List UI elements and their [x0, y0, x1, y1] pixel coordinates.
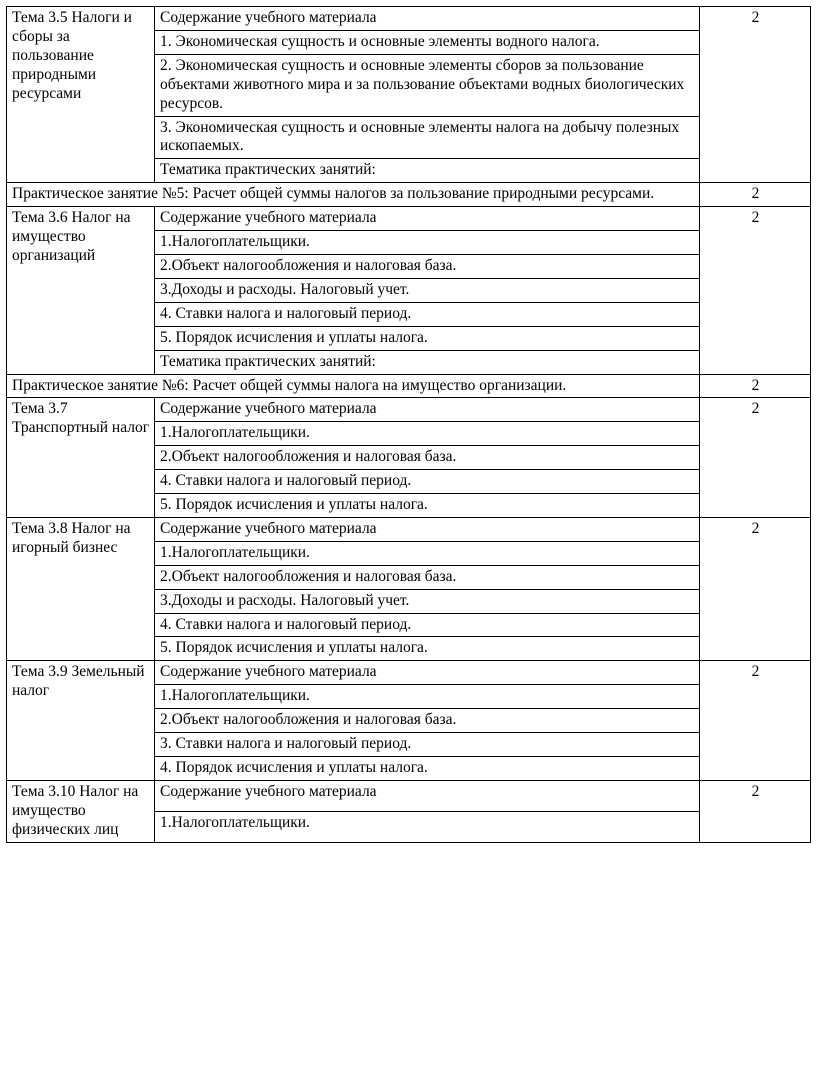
- table-row: [7, 661, 811, 685]
- content-item-3-9-2: 2.Объект налогообложения и налоговая база.: [155, 709, 700, 733]
- content-item-3-5-2: 2. Экономическая сущность и основные элементы сборов за пользование объектами животного мира и за пользование объектами водных биологических ресурсов.: [155, 54, 700, 116]
- content-item-3-7-3: 4. Ставки налога и налоговый период.: [155, 470, 700, 494]
- theme-cell-3-8: Тема 3.8 Налог на игорный бизнес: [7, 517, 155, 660]
- content-header-3-8: Содержание учебного материала: [155, 517, 700, 541]
- table-row: [7, 207, 811, 231]
- theme-cell-3-9: Тема 3.9 Земельный налог: [7, 661, 155, 781]
- content-item-3-8-3: 3.Доходы и расходы. Налоговый учет.: [155, 589, 700, 613]
- content-header-3-6: Содержание учебного материала: [155, 207, 700, 231]
- table-row: [7, 398, 811, 422]
- theme-cell-3-5: Тема 3.5 Налоги и сборы за пользование природными ресурсами: [7, 7, 155, 183]
- hours-cell-practical-6: 2: [700, 374, 811, 398]
- content-item-3-7-2: 2.Объект налогообложения и налоговая база.: [155, 446, 700, 470]
- hours-cell-3-8: 2: [700, 517, 811, 660]
- table-row: [7, 7, 811, 31]
- hours-cell-3-9: 2: [700, 661, 811, 781]
- content-item-3-9-4: 4. Порядок исчисления и уплаты налога.: [155, 757, 700, 781]
- curriculum-table: [6, 6, 811, 843]
- content-item-3-7-1: 1.Налогоплательщики.: [155, 422, 700, 446]
- table-row: [7, 517, 811, 541]
- table-row: [7, 183, 811, 207]
- theme-cell-3-7: Тема 3.7 Транспортный налог: [7, 398, 155, 518]
- theme-cell-3-10: Тема 3.10 Налог на имущество физических лиц: [7, 780, 155, 842]
- hours-cell-practical-5: 2: [700, 183, 811, 207]
- content-header-3-9: Содержание учебного материала: [155, 661, 700, 685]
- hours-cell-3-7: 2: [700, 398, 811, 518]
- content-header-3-10: Содержание учебного материала: [155, 780, 700, 811]
- content-item-3-8-1: 1.Налогоплательщики.: [155, 541, 700, 565]
- practical-header-3-6: Тематика практических занятий:: [155, 350, 700, 374]
- practical-lesson-6: Практическое занятие №6: Расчет общей суммы налога на имущество организации.: [7, 374, 700, 398]
- content-header-3-7: Содержание учебного материала: [155, 398, 700, 422]
- content-item-3-10-1: 1.Налогоплательщики.: [155, 811, 700, 842]
- table-row: [7, 374, 811, 398]
- content-item-3-5-3: 3. Экономическая сущность и основные элементы налога на добычу полезных ископаемых.: [155, 116, 700, 159]
- hours-cell-3-10: 2: [700, 780, 811, 842]
- content-item-3-6-2: 2.Объект налогообложения и налоговая база.: [155, 254, 700, 278]
- content-item-3-6-3: 3.Доходы и расходы. Налоговый учет.: [155, 278, 700, 302]
- content-item-3-7-4: 5. Порядок исчисления и уплаты налога.: [155, 494, 700, 518]
- theme-cell-3-6: Тема 3.6 Налог на имущество организаций: [7, 207, 155, 374]
- practical-header-3-5: Тематика практических занятий:: [155, 159, 700, 183]
- content-item-3-6-5: 5. Порядок исчисления и уплаты налога.: [155, 326, 700, 350]
- content-item-3-6-4: 4. Ставки налога и налоговый период.: [155, 302, 700, 326]
- hours-cell-3-5: 2: [700, 7, 811, 183]
- content-item-3-9-1: 1.Налогоплательщики.: [155, 685, 700, 709]
- content-item-3-8-5: 5. Порядок исчисления и уплаты налога.: [155, 637, 700, 661]
- content-item-3-5-1: 1. Экономическая сущность и основные элементы водного налога.: [155, 30, 700, 54]
- content-item-3-9-3: 3. Ставки налога и налоговый период.: [155, 733, 700, 757]
- content-item-3-6-1: 1.Налогоплательщики.: [155, 231, 700, 255]
- content-header-3-5: Содержание учебного материала: [155, 7, 700, 31]
- content-item-3-8-2: 2.Объект налогообложения и налоговая база.: [155, 565, 700, 589]
- table-row: [7, 780, 811, 811]
- practical-lesson-5: Практическое занятие №5: Расчет общей суммы налогов за пользование природными ресурсами.: [7, 183, 700, 207]
- content-item-3-8-4: 4. Ставки налога и налоговый период.: [155, 613, 700, 637]
- hours-cell-3-6: 2: [700, 207, 811, 374]
